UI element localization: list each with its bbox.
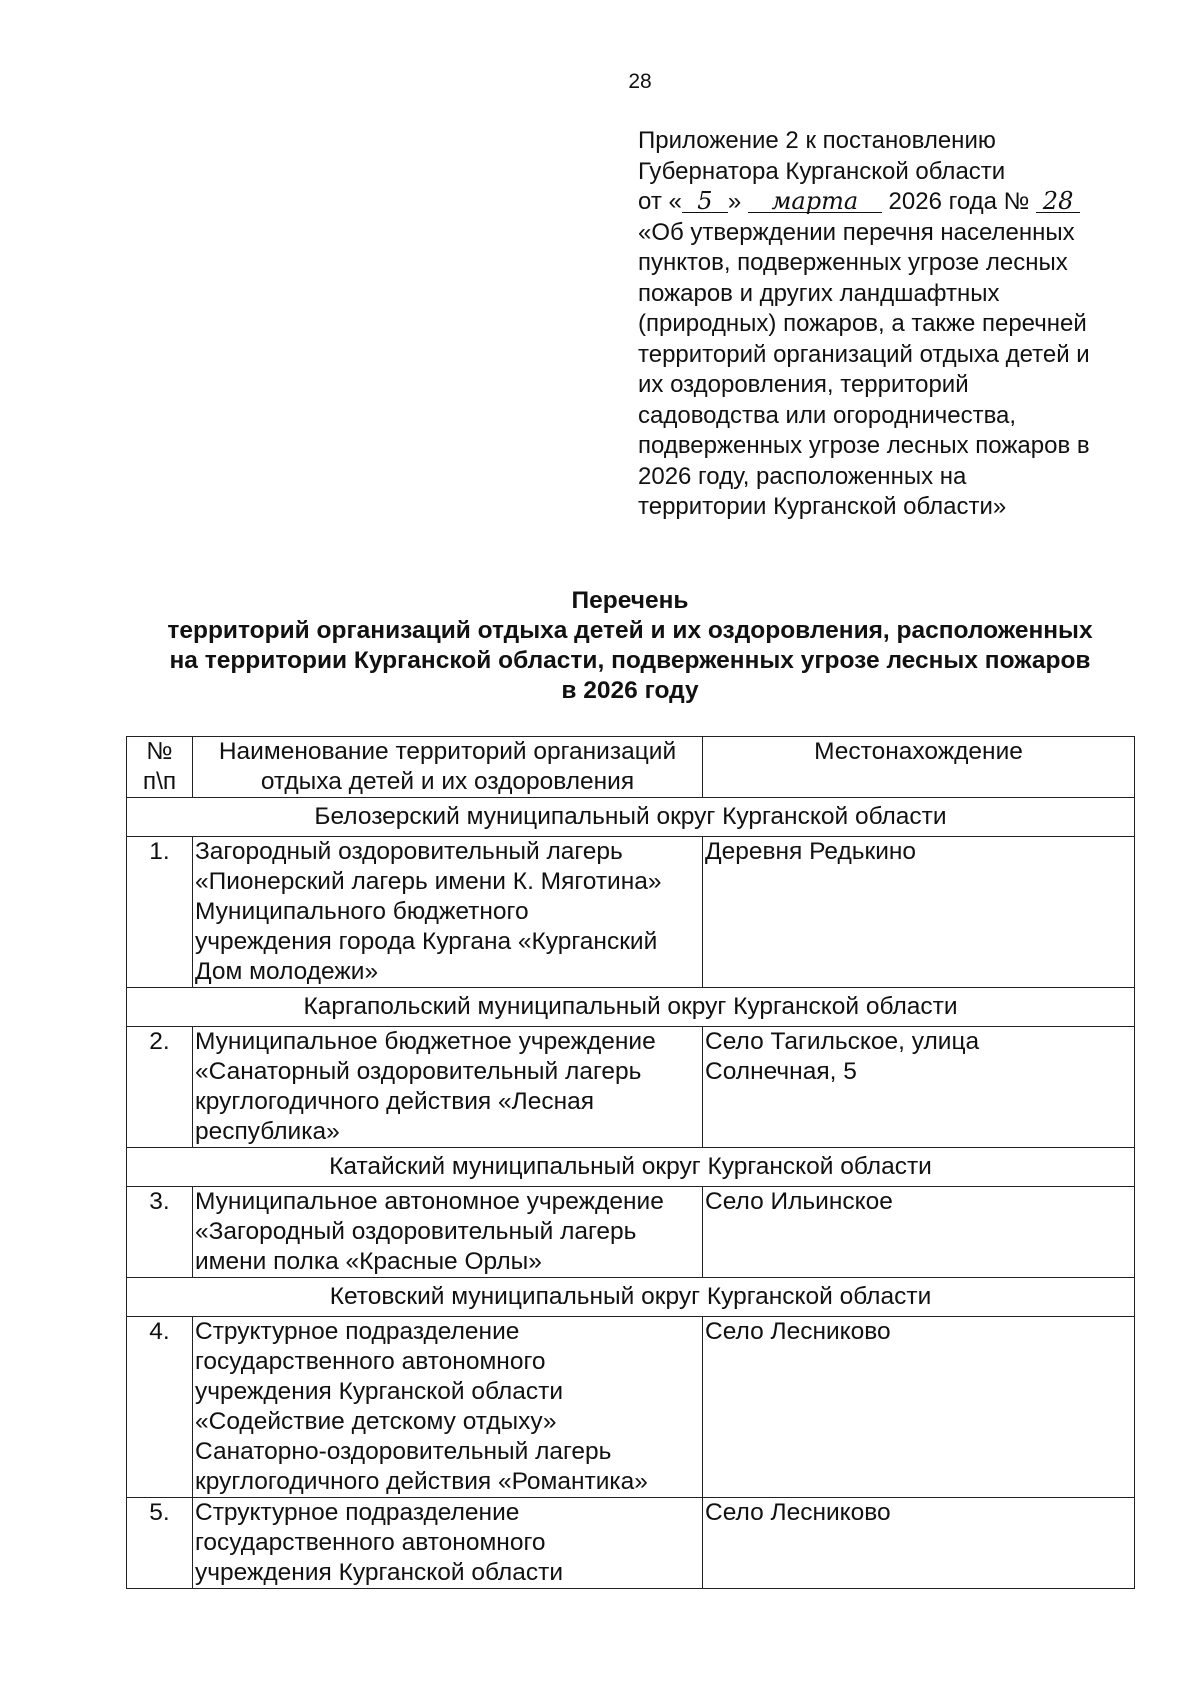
organization-name — [193, 1187, 703, 1278]
handwritten-doc-number: 28 — [1036, 190, 1080, 213]
title-line-3: на территории Курганской области, подверженных угрозе лесных пожаров — [169, 647, 1091, 674]
row-number: 5. — [127, 1498, 193, 1589]
table-row — [127, 1187, 1135, 1278]
appendix-subject-line: территории Курганской области» — [638, 493, 1007, 520]
handwritten-day: 5 — [682, 190, 728, 213]
title-line-2: территорий организаций отдыха детей и их оздоровления, расположенных — [167, 617, 1093, 644]
organization-name-line: «Содействие детскому отдыху» — [195, 1408, 557, 1435]
organization-name-line: государственного автономного — [195, 1529, 546, 1556]
organization-name-line: государственного автономного — [195, 1348, 546, 1375]
location — [703, 837, 1135, 988]
location-line: Деревня Редькино — [705, 838, 917, 865]
organization-name — [193, 837, 703, 988]
district-name: Катайский муниципальный округ Курганской области — [127, 1148, 1135, 1187]
table-row — [127, 837, 1135, 988]
appendix-subject-line: их оздоровления, территорий — [638, 371, 969, 398]
row-number: 4. — [127, 1317, 193, 1498]
appendix-line-2: Губернатора Курганской области — [638, 157, 1006, 185]
table-row — [127, 1498, 1135, 1589]
location-line: Село Ильинское — [705, 1188, 893, 1215]
organization-name-line: республика» — [195, 1118, 340, 1145]
district-row — [127, 1148, 1135, 1187]
document-title — [130, 586, 1130, 706]
organization-name-line: круглогодичного действия «Лесная — [195, 1088, 594, 1115]
header-name-line-1: Наименование территорий организаций — [218, 738, 677, 765]
location — [703, 1187, 1135, 1278]
organization-name-line: Структурное подразделение — [195, 1499, 520, 1526]
organization-name-line: Муниципального бюджетного — [195, 898, 529, 925]
row-number: 3. — [127, 1187, 193, 1278]
organization-name-line: учреждения города Кургана «Курганский — [195, 928, 658, 955]
header-number-line-2: п\п — [142, 768, 177, 795]
organization-name-line: учреждения Курганской области — [195, 1559, 564, 1586]
appendix-subject-line: садоводства или огородничества, — [638, 401, 1017, 429]
location-line: Солнечная, 5 — [705, 1058, 857, 1085]
title-line-1: Перечень — [571, 587, 689, 614]
location — [703, 1498, 1135, 1589]
header-number-line-1: № — [146, 738, 173, 765]
appendix-subject-line: 2026 году, расположенных на — [638, 462, 967, 490]
district-name: Кетовский муниципальный округ Курганской области — [127, 1278, 1135, 1317]
table-header-row — [127, 737, 1135, 798]
header-location: Местонахождение — [703, 737, 1135, 798]
organization-name-line: имени полка «Красные Орлы» — [195, 1248, 542, 1275]
appendix-date-line — [638, 187, 1158, 218]
handwritten-month: марта — [748, 190, 882, 213]
district-name: Каргапольский муниципальный округ Курганской области — [127, 988, 1135, 1027]
appendix-header — [638, 126, 1158, 523]
row-number: 1. — [127, 837, 193, 988]
date-prefix: от « — [638, 188, 682, 215]
organization-name-line: «Загородный оздоровительный лагерь — [195, 1218, 637, 1245]
organization-name-line: учреждения Курганской области — [195, 1378, 564, 1405]
organization-name-line: Муниципальное автономное учреждение — [195, 1188, 664, 1215]
appendix-subject-line: территорий организаций отдыха детей и — [638, 340, 1090, 368]
table-row — [127, 1317, 1135, 1498]
appendix-subject-line: пожаров и других ландшафтных — [638, 279, 1000, 307]
organization-name-line: круглогодичного действия «Романтика» — [195, 1468, 648, 1495]
location-line: Село Лесниково — [705, 1499, 891, 1526]
organization-name-line: «Пионерский лагерь имени К. Мяготина» — [195, 868, 662, 895]
organization-name-line: Структурное подразделение — [195, 1318, 520, 1345]
appendix-subject-line: подверженных угрозе лесных пожаров в — [638, 432, 1090, 459]
organization-name — [193, 1317, 703, 1498]
page-number: 28 — [628, 70, 652, 93]
district-name: Белозерский муниципальный округ Курганской области — [127, 798, 1135, 837]
appendix-subject-line: пунктов, подверженных угрозе лесных — [638, 249, 1068, 276]
organization-name-line: Загородный оздоровительный лагерь — [195, 838, 623, 865]
appendix-subject-line: (природных) пожаров, а также перечней — [638, 310, 1087, 337]
date-year: 2026 года № — [888, 188, 1030, 215]
location — [703, 1317, 1135, 1498]
date-mid: » — [727, 188, 742, 215]
district-row — [127, 1278, 1135, 1317]
organization-name — [193, 1498, 703, 1589]
location — [703, 1027, 1135, 1148]
location-line: Село Лесниково — [705, 1318, 891, 1345]
header-number — [127, 737, 193, 798]
organization-name-line: Санаторно-оздоровительный лагерь — [195, 1438, 612, 1465]
table-row — [127, 1027, 1135, 1148]
organization-name-line: «Санаторный оздоровительный лагерь — [195, 1058, 642, 1085]
organization-name-line: Дом молодежи» — [195, 958, 379, 985]
location-line: Село Тагильское, улица — [705, 1028, 980, 1055]
row-number: 2. — [127, 1027, 193, 1148]
header-name-line-2: отдыха детей и их оздоровления — [260, 768, 635, 795]
district-row — [127, 988, 1135, 1027]
district-row — [127, 798, 1135, 837]
header-name — [193, 737, 703, 798]
title-line-4: в 2026 году — [561, 677, 699, 704]
camps-table — [126, 736, 1135, 1589]
organization-name — [193, 1027, 703, 1148]
appendix-subject-line: «Об утверждении перечня населенных — [638, 218, 1075, 246]
organization-name-line: Муниципальное бюджетное учреждение — [195, 1028, 656, 1055]
appendix-line-1: Приложение 2 к постановлению — [638, 127, 996, 154]
